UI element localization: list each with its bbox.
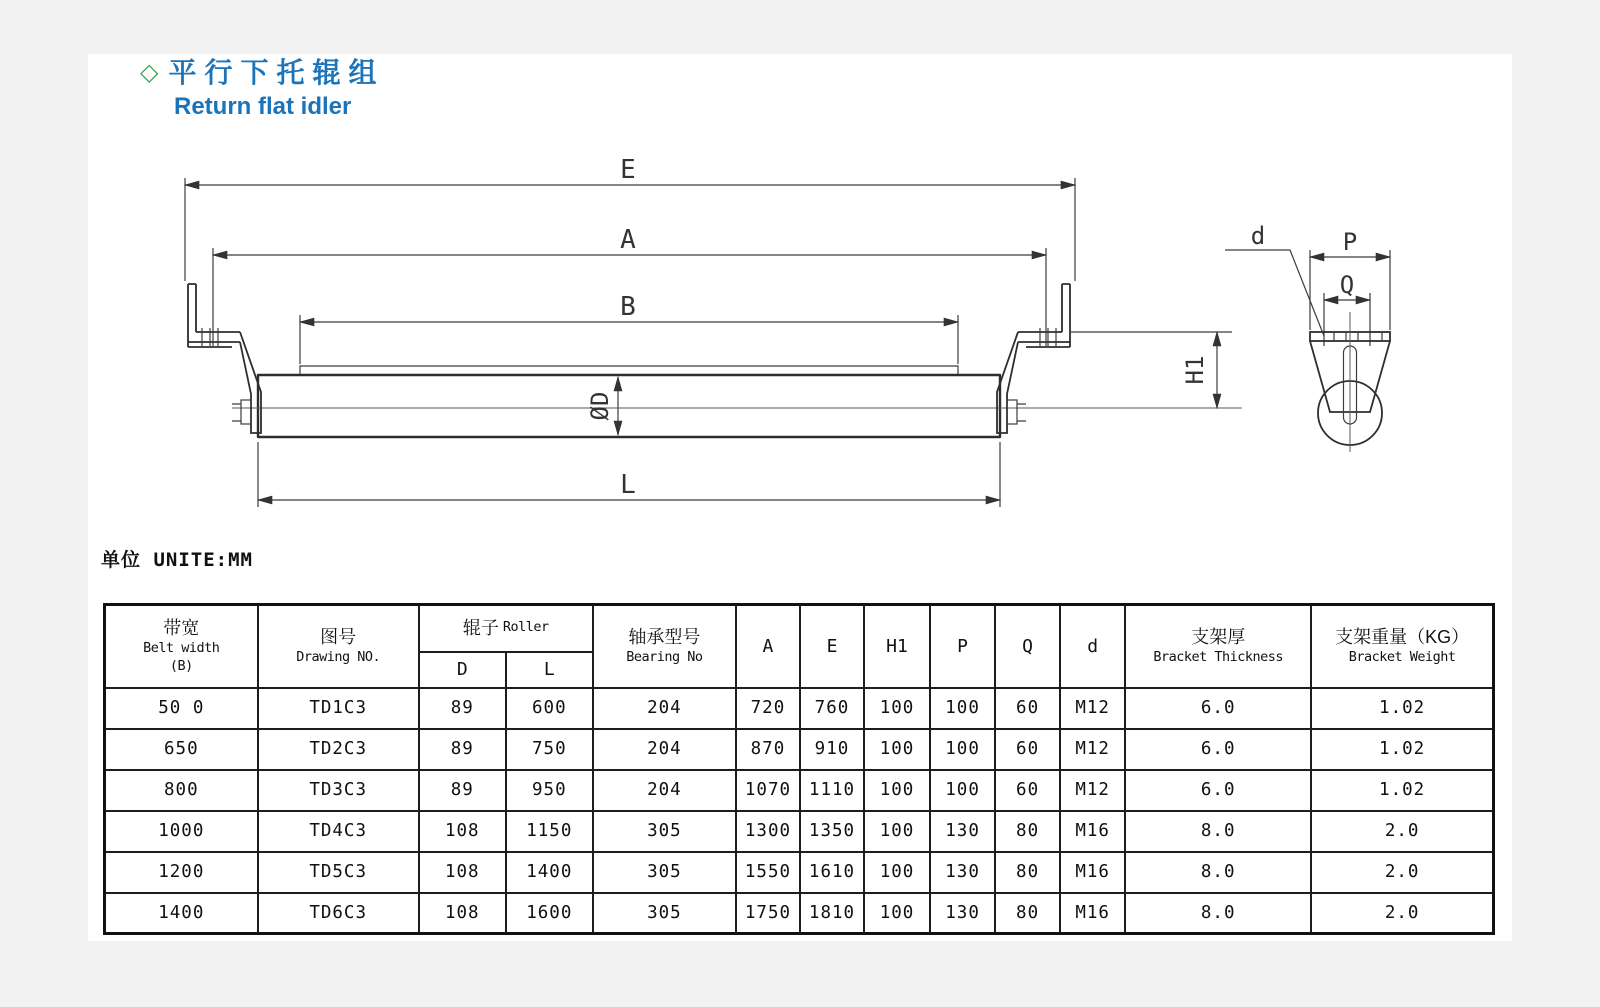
table-cell: TD6C3 (258, 893, 419, 934)
table-cell: 305 (593, 893, 736, 934)
table-cell: 1350 (800, 811, 864, 852)
roller-zh: 辊子 (462, 618, 499, 638)
page-title-zh: 平行下托辊组 (168, 57, 385, 88)
col-header-a: A (736, 605, 800, 688)
table-cell: 800 (105, 770, 258, 811)
table-cell: 1610 (800, 852, 864, 893)
table-cell: 6.0 (1125, 770, 1311, 811)
table-cell: 6.0 (1125, 688, 1311, 729)
table-cell: 1200 (105, 852, 258, 893)
table-cell: 1550 (736, 852, 800, 893)
table-cell: 100 (930, 688, 995, 729)
bracket-thickness-zh: 支架厚 (1191, 627, 1246, 648)
table-cell: 100 (930, 729, 995, 770)
dim-label-q: Q (1339, 271, 1355, 299)
bracket-weight-zh: 支架重量（KG） (1335, 627, 1470, 648)
table-cell: 2.0 (1311, 852, 1493, 893)
dim-label-a: A (620, 225, 636, 255)
table-cell: 2.0 (1311, 893, 1493, 934)
table-cell: 108 (419, 893, 506, 934)
table-cell: 1.02 (1311, 770, 1493, 811)
table-cell: 870 (736, 729, 800, 770)
table-cell: 1.02 (1311, 688, 1493, 729)
table-cell: 305 (593, 811, 736, 852)
dim-label-h1: H1 (1181, 355, 1209, 385)
col-header-roller (419, 605, 593, 652)
col-header-roller-d: D (419, 652, 506, 688)
col-header-roller-l: L (506, 652, 593, 688)
table-cell: M12 (1060, 688, 1125, 729)
table-cell: 80 (995, 852, 1060, 893)
dim-label-diameter: ØD (586, 391, 614, 421)
table-cell: 204 (593, 770, 736, 811)
dim-E (185, 155, 1075, 281)
table-row (105, 852, 1494, 893)
belt-width-en: Belt width (143, 639, 220, 656)
bracket-thickness-en: Bracket Thickness (1153, 648, 1284, 665)
table-cell: 60 (995, 688, 1060, 729)
table-cell: 60 (995, 770, 1060, 811)
table-cell: 1300 (736, 811, 800, 852)
table-row (105, 688, 1494, 729)
table-cell: TD1C3 (258, 688, 419, 729)
table-cell: TD4C3 (258, 811, 419, 852)
table-cell: 2.0 (1311, 811, 1493, 852)
table-cell: 108 (419, 811, 506, 852)
col-header-bracket-thickness (1125, 605, 1311, 688)
table-cell: 60 (995, 729, 1060, 770)
dim-label-d: d (1250, 222, 1266, 250)
table-cell: 100 (864, 770, 930, 811)
table-cell: 89 (419, 729, 506, 770)
table-cell: M16 (1060, 852, 1125, 893)
col-header-h1: H1 (864, 605, 930, 688)
drawing-no-zh: 图号 (320, 627, 357, 648)
col-header-drawing-no (258, 605, 419, 688)
table-cell: 6.0 (1125, 729, 1311, 770)
spec-table (103, 603, 1495, 935)
table-cell: 89 (419, 770, 506, 811)
table-cell: M12 (1060, 770, 1125, 811)
dim-H1 (1070, 332, 1232, 408)
bracket-weight-en: Bracket Weight (1348, 648, 1456, 665)
table-cell: TD3C3 (258, 770, 419, 811)
unit-label: 单位 UNITE:MM (101, 549, 253, 571)
table-cell: 8.0 (1125, 811, 1311, 852)
col-header-d: d (1060, 605, 1125, 688)
table-cell: TD2C3 (258, 729, 419, 770)
table-cell: 600 (506, 688, 593, 729)
col-header-q: Q (995, 605, 1060, 688)
dim-diameter-D (586, 377, 618, 435)
table-cell: 1070 (736, 770, 800, 811)
table-cell: 204 (593, 729, 736, 770)
table-cell: 650 (105, 729, 258, 770)
table-cell: M16 (1060, 811, 1125, 852)
belt-width-zh: 带宽 (163, 618, 200, 639)
table-cell: 89 (419, 688, 506, 729)
table-cell: 750 (506, 729, 593, 770)
table-cell: 720 (736, 688, 800, 729)
diamond-bullet-icon: ◇ (140, 59, 159, 87)
table-row (105, 729, 1494, 770)
table-cell: 50 0 (105, 688, 258, 729)
table-cell: 130 (930, 852, 995, 893)
belt-width-sub: (B) (169, 657, 193, 674)
table-cell: 100 (864, 811, 930, 852)
table-row (105, 893, 1494, 934)
col-header-e: E (800, 605, 864, 688)
left-bracket (188, 284, 261, 433)
right-bracket (997, 284, 1070, 433)
table-cell: 100 (864, 688, 930, 729)
bracket-side-view (1225, 222, 1390, 452)
table-cell: 1110 (800, 770, 864, 811)
table-cell: 1000 (105, 811, 258, 852)
table-cell: 1.02 (1311, 729, 1493, 770)
table-cell: 760 (800, 688, 864, 729)
table-cell: TD5C3 (258, 852, 419, 893)
table-cell: 130 (930, 893, 995, 934)
col-header-bearing-no (593, 605, 736, 688)
dim-L (258, 442, 1000, 507)
table-cell: 204 (593, 688, 736, 729)
table-cell: 1810 (800, 893, 864, 934)
table-cell: 100 (864, 852, 930, 893)
roller-en: Roller (502, 619, 549, 636)
drawing-no-en: Drawing NO. (296, 648, 381, 665)
table-row (105, 811, 1494, 852)
table-cell: 100 (864, 893, 930, 934)
col-header-p: P (930, 605, 995, 688)
dim-label-l: L (620, 470, 636, 500)
table-cell: 100 (864, 729, 930, 770)
table-cell: M16 (1060, 893, 1125, 934)
table-cell: 910 (800, 729, 864, 770)
table-cell: 8.0 (1125, 852, 1311, 893)
roller-body (232, 375, 1242, 437)
bearing-en: Bearing No (626, 648, 703, 665)
table-cell: 305 (593, 852, 736, 893)
dim-label-p: P (1342, 228, 1358, 256)
bearing-zh: 轴承型号 (628, 627, 701, 648)
table-row (105, 770, 1494, 811)
table-cell: 950 (506, 770, 593, 811)
dim-label-b: B (620, 292, 636, 322)
table-cell: 1750 (736, 893, 800, 934)
dim-A (213, 225, 1046, 346)
dim-label-e: E (620, 155, 636, 185)
table-cell: 80 (995, 811, 1060, 852)
belt-strip (300, 366, 958, 375)
col-header-bracket-weight (1311, 605, 1493, 688)
table-cell: 130 (930, 811, 995, 852)
col-header-belt-width (105, 605, 258, 688)
page-title-en: Return flat idler (174, 92, 352, 120)
table-cell: 108 (419, 852, 506, 893)
table-cell: 1150 (506, 811, 593, 852)
table-cell: 1400 (105, 893, 258, 934)
table-cell: 100 (930, 770, 995, 811)
table-cell: 80 (995, 893, 1060, 934)
table-cell: M12 (1060, 729, 1125, 770)
table-cell: 1400 (506, 852, 593, 893)
dim-B (300, 292, 958, 364)
table-cell: 8.0 (1125, 893, 1311, 934)
table-cell: 1600 (506, 893, 593, 934)
